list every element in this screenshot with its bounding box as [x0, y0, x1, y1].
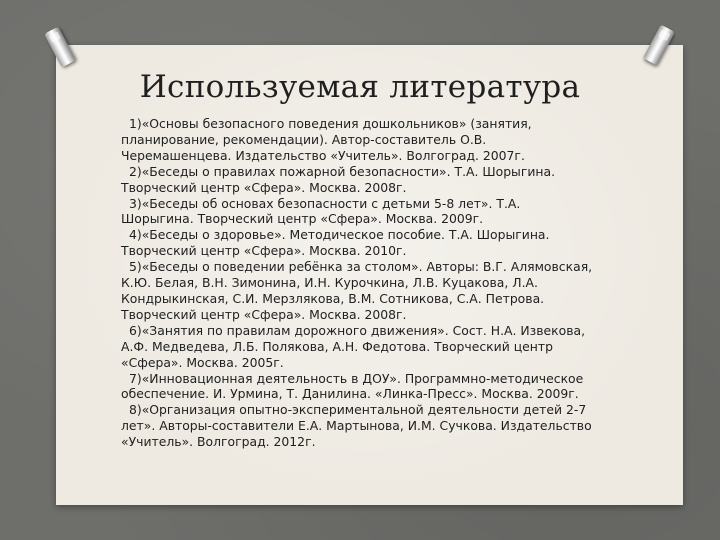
reference-item-7: 7)«Инновационная деятельность в ДОУ». Программно-методическое обеспечение. И. Урмина, Т. Данилина. «Линка-Пресс». Москва. 2009г. — [121, 370, 584, 402]
reference-list — [121, 116, 593, 450]
slide-title: Используемая литература — [139, 69, 581, 105]
reference-item-2: 2)«Беседы о правилах пожарной безопасности». Т.А. Шорыгина. Творческий центр «Сфера». Москва. 2008г. — [121, 163, 556, 195]
reference-item-1: 1)«Основы безопасного поведения дошкольников» (занятия, планирование, рекомендации). Автор-составитель О.В. Черемашенцева. Издательство «Учитель». Волгоград. 2007г. — [121, 116, 532, 163]
reference-item-4: 4)«Беседы о здоровье». Методическое пособие. Т.А. Шорыгина. Творческий центр «Сфера». Москва. 2010г. — [121, 227, 550, 259]
reference-item-8: 8)«Организация опытно-экспериментальной деятельности детей 2-7 лет». Авторы-составители Е.А. Мартынова, И.М. Сучкова. Издательство «Учитель». Волгоград. 2012г. — [121, 402, 592, 450]
reference-item-3: 3)«Беседы об основах безопасности с детьми 5-8 лет». Т.А. Шорыгина. Творческий центр «Сфера». Москва. 2009г. — [121, 195, 521, 227]
reference-item-6: 6)«Занятия по правилам дорожного движения». Сост. Н.А. Извекова, А.Ф. Медведева, Л.Б. Полякова, А.Н. Федотова. Творческий центр «Сфера». Москва. 2005г. — [121, 322, 586, 370]
reference-item-5: 5)«Беседы о поведении ребёнка за столом». Авторы: В.Г. Алямовская, К.Ю. Белая, В.Н. Зимонина, И.Н. Курочкина, Л.В. Куцакова, Л.А. Кондрыкинская, С.И. Мерзлякова, В.М. Сотникова, С.А. Петрова. Творческий центр «Сфера». Москва. 2008г. — [121, 259, 593, 322]
